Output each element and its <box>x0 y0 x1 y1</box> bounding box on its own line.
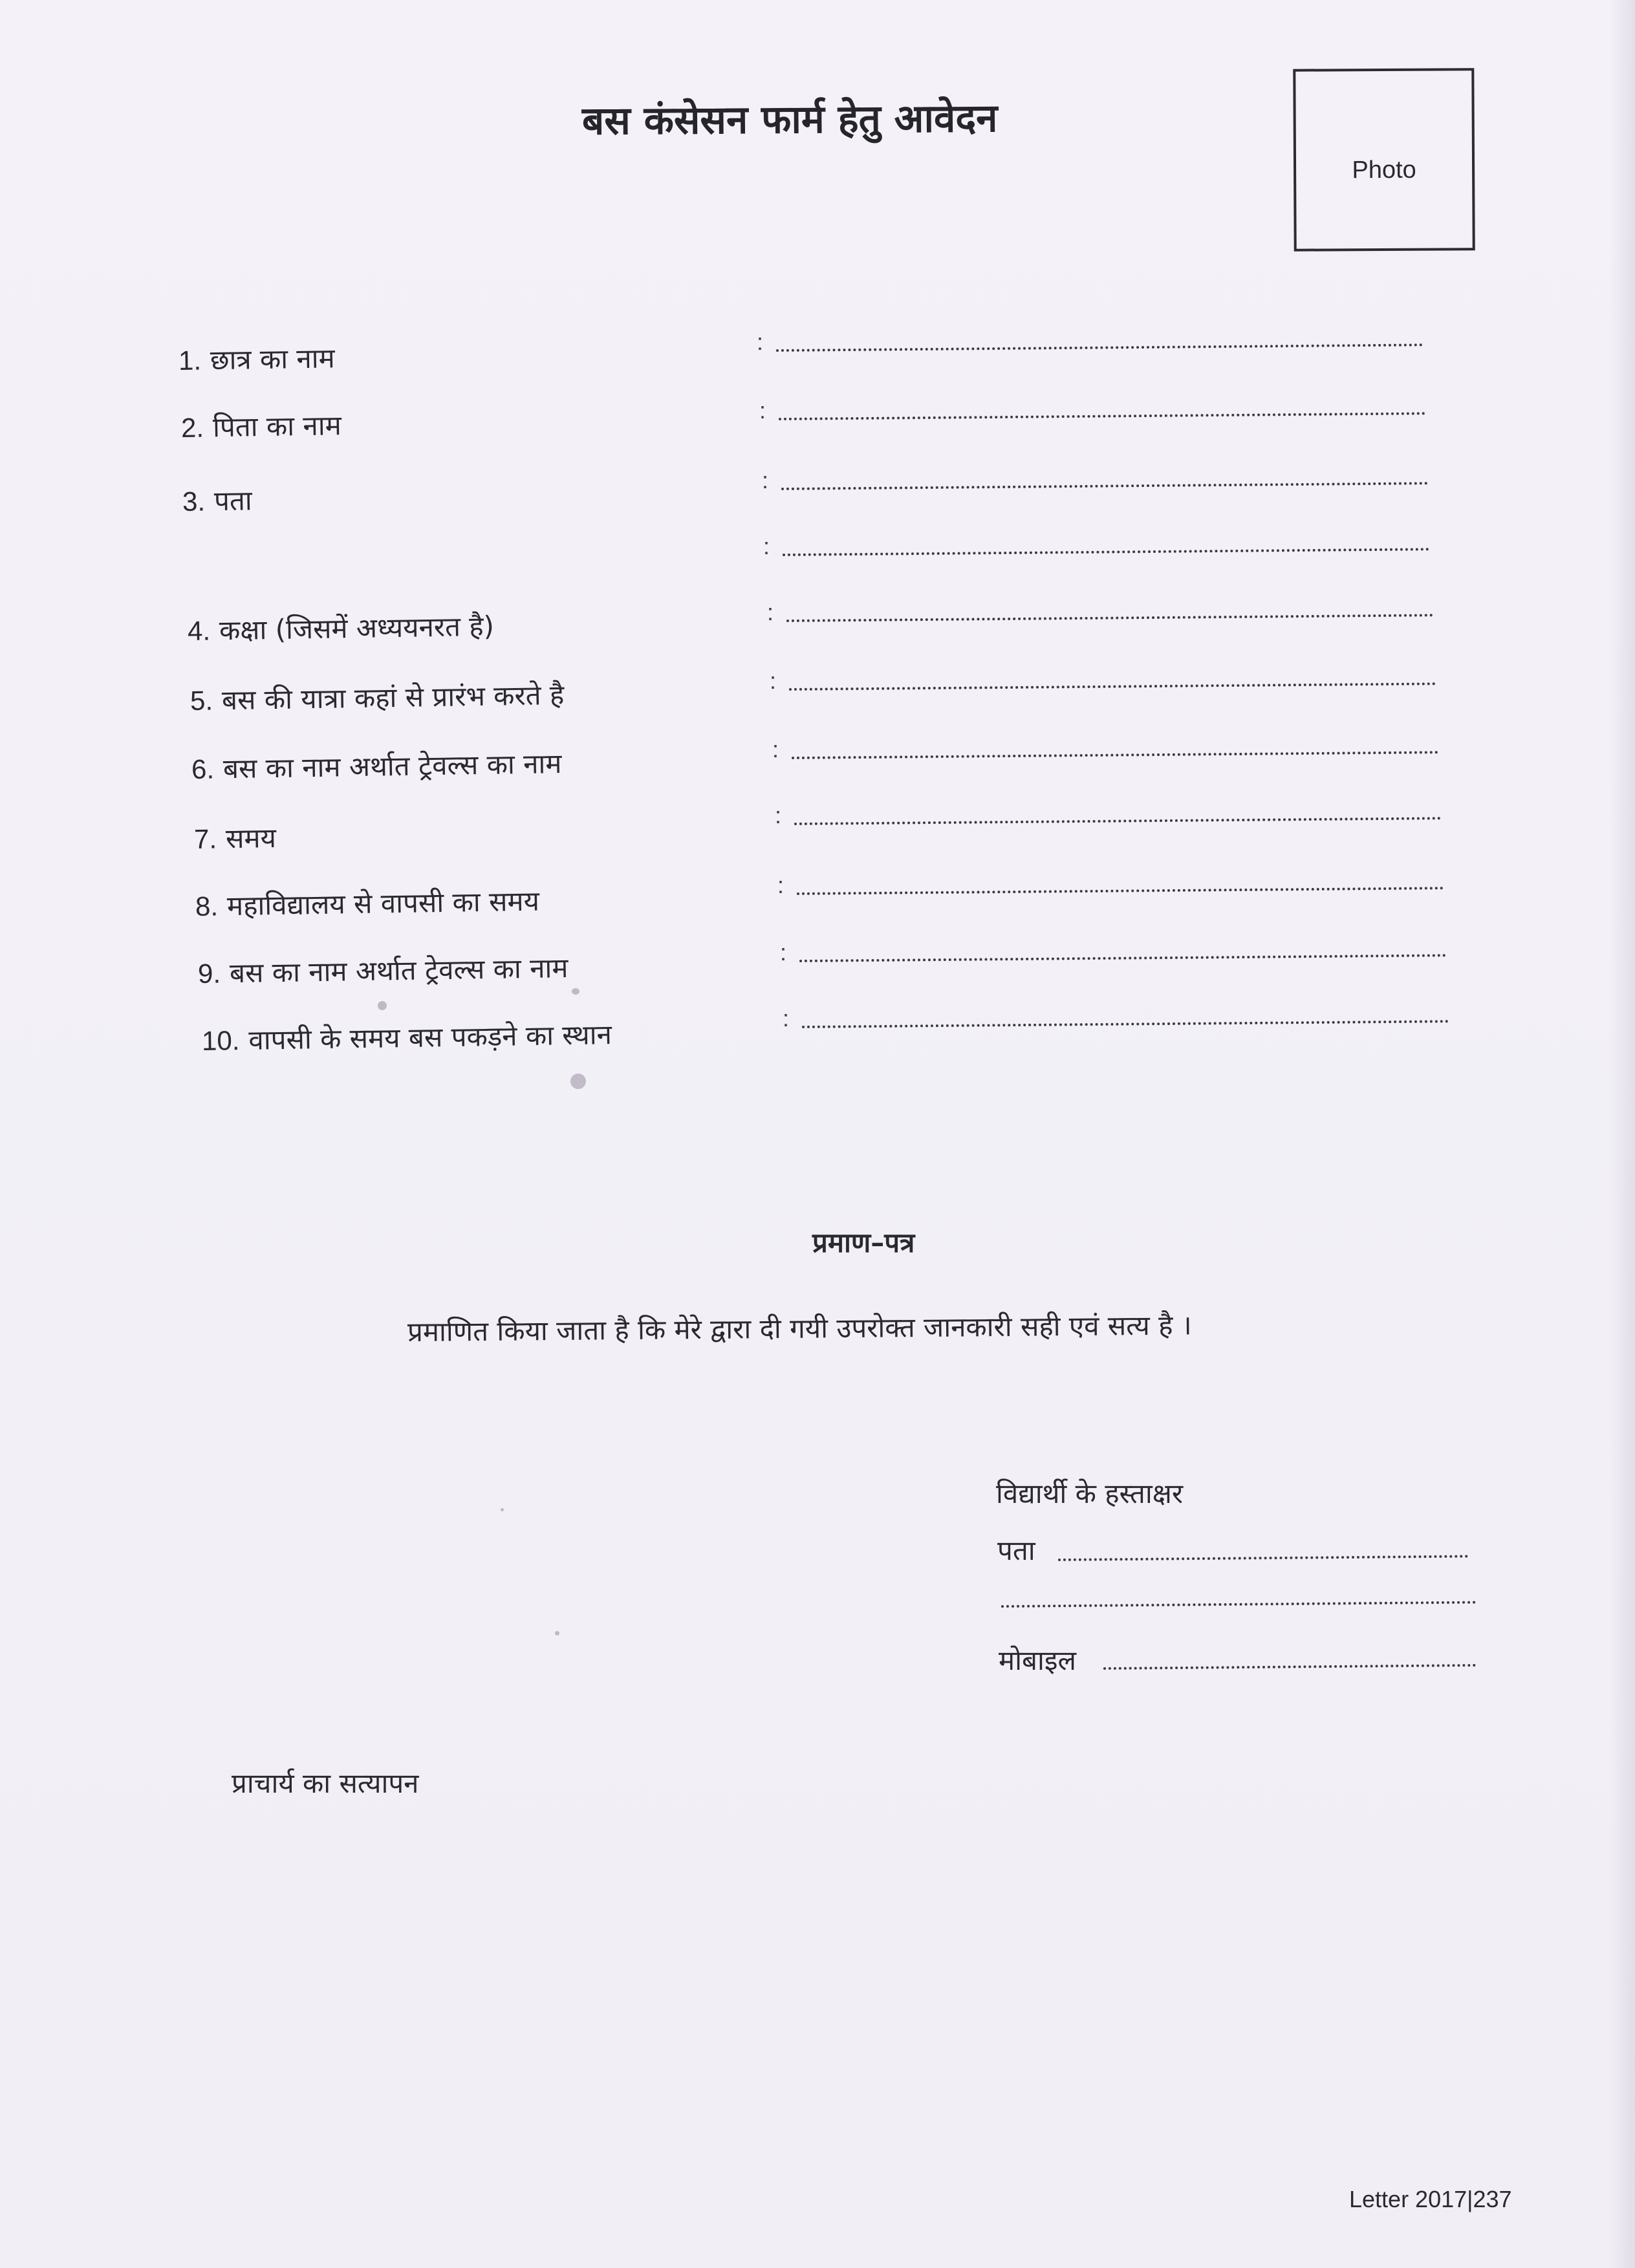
field-number: 9. <box>197 958 221 989</box>
field-bus-name-label <box>191 744 562 787</box>
field-number: 6. <box>191 753 215 784</box>
field-label-text: महाविद्यालय से वापसी का समय <box>226 885 540 922</box>
signature-address-label: पता <box>997 1535 1035 1566</box>
field-label-text: वापसी के समय बस पकड़ने का स्थान <box>248 1019 612 1056</box>
field-label-text: कक्षा (जिसमें अध्ययनरत है) <box>219 610 495 647</box>
paper-speck <box>501 1508 504 1511</box>
field-pickup-place-label <box>202 1015 612 1059</box>
mobile-label: मोबाइल <box>999 1645 1076 1676</box>
class-line[interactable] <box>786 614 1433 622</box>
field-class-label <box>188 607 495 649</box>
page-edge-shadow <box>1609 0 1635 2268</box>
field-address-label <box>182 481 253 519</box>
field-colon: : <box>757 329 764 355</box>
field-time-label <box>194 819 277 857</box>
field-number: 4. <box>187 615 211 646</box>
field-journey-start-label <box>190 676 565 718</box>
signature-address-line-2[interactable] <box>1001 1601 1476 1608</box>
field-number: 7. <box>193 823 217 854</box>
field-student-name-label <box>179 339 336 378</box>
paper-speck <box>555 1631 559 1636</box>
letter-reference: Letter 2017|237 <box>1349 2186 1512 2212</box>
certificate-title: प्रमाण–पत्र <box>812 1227 915 1258</box>
paper-speck <box>572 988 579 995</box>
bus-name-line[interactable] <box>792 751 1438 759</box>
field-colon: : <box>772 736 779 762</box>
field-colon: : <box>763 533 770 559</box>
field-label-text: छात्र का नाम <box>210 342 336 376</box>
field-colon: : <box>780 939 787 966</box>
student-signature-label: विद्यार्थी के हस्ताक्षर <box>996 1478 1183 1509</box>
journey-start-line[interactable] <box>789 682 1436 691</box>
field-label-text: समय <box>225 822 277 855</box>
field-colon: : <box>767 599 774 625</box>
field-number: 1. <box>178 345 202 376</box>
return-time-line[interactable] <box>797 887 1444 895</box>
field-father-name-label <box>181 406 342 446</box>
father-name-line[interactable] <box>779 412 1425 420</box>
field-return-bus-name-label <box>198 949 568 991</box>
certificate-statement: प्रमाणित किया जाता है कि मेरे द्वारा दी गयी उपरोक्त जानकारी सही एवं सत्य है । <box>407 1309 1192 1348</box>
photo-label: Photo <box>1352 156 1416 184</box>
field-colon: : <box>783 1005 790 1031</box>
return-bus-name-line[interactable] <box>799 954 1446 962</box>
signature-address-line-1[interactable] <box>1058 1555 1468 1561</box>
field-number: 10. <box>201 1025 240 1056</box>
field-number: 3. <box>182 486 206 517</box>
field-colon: : <box>777 872 785 898</box>
field-label-text: बस का नाम अर्थात ट्रेवल्स का नाम <box>229 952 568 989</box>
field-colon: : <box>770 667 777 694</box>
field-colon: : <box>775 802 782 828</box>
field-colon: : <box>762 467 769 493</box>
time-line[interactable] <box>794 817 1441 825</box>
field-number: 2. <box>180 412 204 443</box>
field-label-text: पिता का नाम <box>212 409 342 444</box>
form-title: बस कंसेसन फार्म हेतु आवेदन <box>581 96 998 144</box>
field-number: 5. <box>189 685 213 716</box>
pickup-place-line[interactable] <box>802 1020 1449 1028</box>
address-line-2[interactable] <box>783 548 1429 556</box>
student-name-line[interactable] <box>776 343 1423 352</box>
field-label-text: पता <box>213 484 253 517</box>
address-line-1[interactable] <box>781 482 1428 490</box>
field-return-time-label <box>195 882 540 924</box>
mobile-line[interactable] <box>1103 1664 1476 1670</box>
field-colon: : <box>759 397 766 424</box>
field-number: 8. <box>195 891 219 922</box>
principal-verification: प्राचार्य का सत्यापन <box>232 1767 419 1799</box>
field-label-text: बस का नाम अर्थात ट्रेवल्स का नाम <box>222 748 562 785</box>
paper-speck <box>570 1074 586 1089</box>
paper-speck <box>378 1001 387 1010</box>
field-label-text: बस की यात्रा कहां से प्रारंभ करते है <box>221 678 565 717</box>
photo-box <box>1293 68 1475 251</box>
